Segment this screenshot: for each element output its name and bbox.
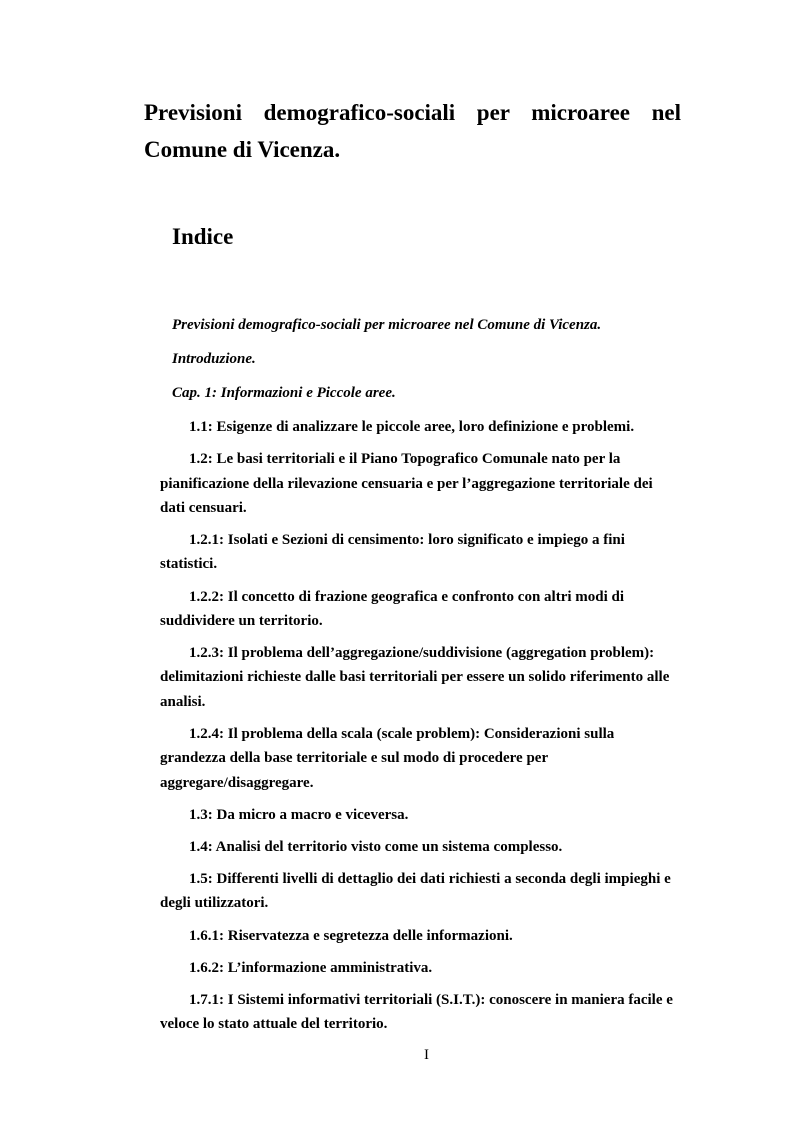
page-number: I	[424, 1047, 429, 1063]
toc-entry: 1.2: Le basi territoriali e il Piano Topografico Comunale nato per la pianificazione della rilevazione censuaria e per l’aggregazione territoriale dei dati censuari.	[160, 451, 653, 516]
toc-entry: Introduzione.	[172, 351, 256, 367]
toc-entry: 1.5: Differenti livelli di dettaglio dei dati richiesti a seconda degli impieghi e degli utilizzatori.	[160, 871, 671, 912]
toc-entry: 1.2.3: Il problema dell’aggregazione/suddivisione (aggregation problem): delimitazioni richieste dalle basi territoriali per essere un solido riferimento alle analisi.	[160, 645, 670, 710]
index-heading: Indice	[172, 224, 234, 249]
toc-entry: Previsioni demografico-sociali per microaree nel Comune di Vicenza.	[172, 317, 602, 333]
toc-entry: 1.2.2: Il concetto di frazione geografica e confronto con altri modi di suddividere un territorio.	[160, 588, 625, 629]
toc-entry: 1.2.4: Il problema della scala (scale problem): Considerazioni sulla grandezza della base territoriale e sul modo di procedere per aggregare/disaggregare.	[160, 725, 615, 791]
toc-entry: 1.6.1: Riservatezza e segretezza delle informazioni.	[189, 927, 513, 944]
table-of-contents	[160, 313, 680, 1044]
toc-entry: 1.7.1: I Sistemi informativi territoriali (S.I.T.): conoscere in maniera facile e veloce lo stato attuale del territorio.	[160, 991, 673, 1033]
toc-entry: 1.3: Da micro a macro e viceversa.	[189, 806, 409, 823]
page-title: Previsioni demografico-sociali per microaree nel Comune di Vicenza.	[144, 100, 681, 162]
toc-entry: 1.4: Analisi del territorio visto come un sistema complesso.	[189, 838, 563, 855]
toc-entry: Cap. 1: Informazioni e Piccole aree.	[172, 385, 396, 401]
toc-entry: 1.6.2: L’informazione amministrativa.	[189, 959, 433, 976]
toc-entry: 1.2.1: Isolati e Sezioni di censimento: loro significato e impiego a fini statistici.	[160, 532, 625, 573]
toc-entry: 1.1: Esigenze di analizzare le piccole aree, loro definizione e problemi.	[189, 419, 635, 435]
